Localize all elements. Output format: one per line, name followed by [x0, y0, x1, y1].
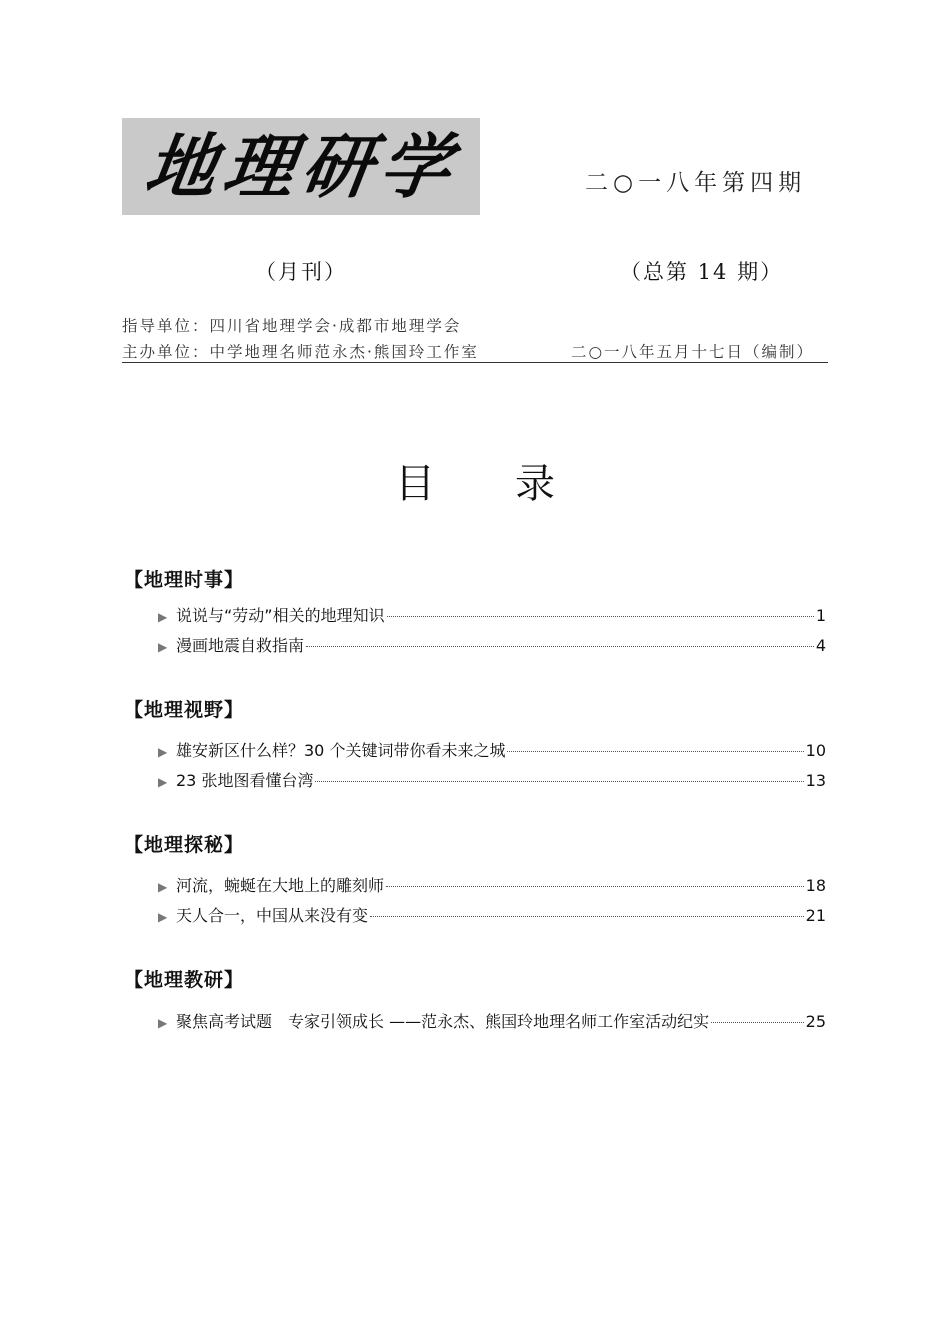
toc-entry-title: 说说与“劳动”相关的地理知识: [176, 606, 385, 625]
toc-entry-page: 4: [815, 636, 826, 655]
section-heading: 【地理时事】: [124, 569, 245, 591]
compile-date: 二○一八年五月十七日（编制）: [571, 343, 815, 361]
triangle-bullet-icon: ▶: [158, 1016, 168, 1030]
toc-entry-page: 1: [815, 606, 826, 625]
triangle-bullet-icon: ▶: [158, 910, 168, 924]
journal-logo-text: 地理研学: [140, 125, 464, 208]
dot-leader: [386, 886, 804, 887]
monthly-label: （月刊）: [255, 260, 347, 284]
toc-entry-title: 河流，蜿蜒在大地上的雕刻师: [176, 876, 385, 895]
triangle-bullet-icon: ▶: [158, 610, 168, 624]
section-heading: 【地理视野】: [124, 699, 245, 721]
triangle-bullet-icon: ▶: [158, 640, 168, 654]
header-divider: [122, 362, 828, 363]
journal-logo: [122, 118, 480, 215]
toc-entry-page: 25: [805, 1012, 826, 1031]
toc-entry-page: 13: [805, 771, 826, 790]
host-unit: 主办单位：中学地理名师范永杰·熊国玲工作室: [122, 343, 479, 361]
dot-leader: [507, 751, 803, 752]
toc-entry[interactable]: [158, 873, 826, 896]
triangle-bullet-icon: ▶: [158, 775, 168, 789]
toc-entry-page: 21: [805, 906, 826, 925]
toc-title: 目录: [395, 461, 635, 507]
toc-entry[interactable]: [158, 903, 826, 926]
toc-entry[interactable]: [158, 603, 826, 626]
toc-entry-title: 23 张地图看懂台湾: [176, 771, 314, 790]
toc-entry-page: 18: [805, 876, 826, 895]
section-heading: 【地理教研】: [124, 969, 245, 991]
toc-entry[interactable]: [158, 768, 826, 791]
toc-entry[interactable]: [158, 633, 826, 656]
issue-number: 二○一八年第四期: [585, 170, 807, 196]
triangle-bullet-icon: ▶: [158, 745, 168, 759]
section-heading: 【地理探秘】: [124, 834, 245, 856]
toc-entry[interactable]: [158, 1009, 826, 1032]
triangle-bullet-icon: ▶: [158, 880, 168, 894]
dot-leader: [370, 916, 804, 917]
guide-unit: 指导单位：四川省地理学会·成都市地理学会: [122, 317, 462, 335]
toc-entry-title: 天人合一，中国从来没有变: [176, 906, 369, 925]
toc-entry-title: 雄安新区什么样？30 个关键词带你看未来之城: [176, 741, 506, 760]
toc-entry[interactable]: [158, 738, 826, 761]
dot-leader: [387, 616, 814, 617]
toc-entry-title: 聚焦高考试题 专家引领成长 ——范永杰、熊国玲地理名师工作室活动纪实: [176, 1012, 710, 1031]
total-issue-label: （总第 14 期）: [620, 260, 784, 284]
toc-entry-title: 漫画地震自救指南: [176, 636, 305, 655]
dot-leader: [711, 1022, 804, 1023]
toc-entry-page: 10: [805, 741, 826, 760]
dot-leader: [315, 781, 803, 782]
dot-leader: [306, 646, 814, 647]
